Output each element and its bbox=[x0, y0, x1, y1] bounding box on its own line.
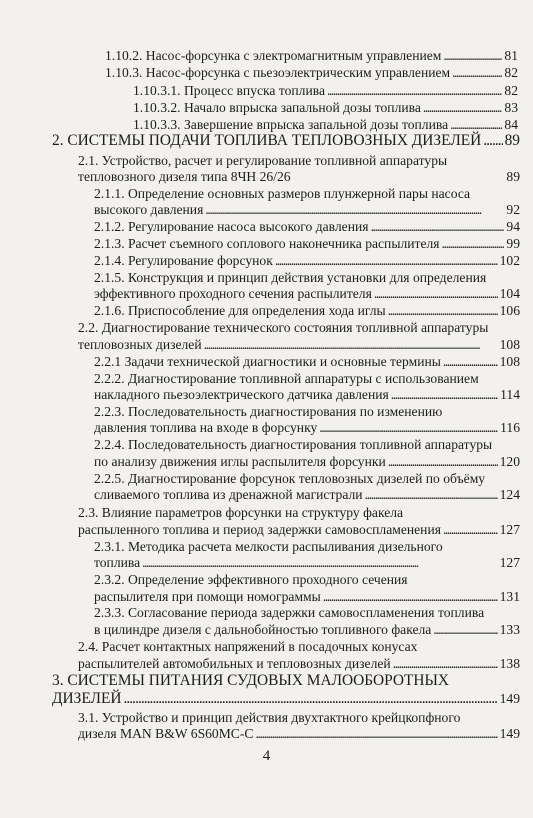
toc-leader-dots bbox=[443, 47, 502, 64]
toc-entry-page: 149 bbox=[499, 691, 520, 706]
toc-leader-dots bbox=[388, 453, 498, 470]
toc-entry-title: 1.10.3.1. Процесс впуска топлива bbox=[133, 83, 326, 98]
toc-entry bbox=[94, 403, 442, 420]
toc-entry-continuation bbox=[94, 285, 520, 302]
toc-entry-title: распыленного топлива и период задержки самовоспламенения bbox=[78, 522, 441, 537]
toc-entry-page: 120 bbox=[499, 454, 520, 469]
toc-entry-continuation bbox=[94, 419, 520, 436]
toc-entry-title: распылителей автомобильных и тепловозных дизелей bbox=[78, 656, 391, 671]
toc-leader-dots bbox=[205, 201, 504, 218]
toc-entry-title: 1.10.3.2. Начало впрыска запальной дозы топлива bbox=[133, 100, 421, 115]
toc-entry bbox=[78, 709, 460, 726]
toc-entry-title: по анализу движения иглы распылителя форсунки bbox=[94, 454, 386, 469]
toc-entry-title: сливаемого топлива из дренажной магистрали bbox=[94, 487, 363, 502]
toc-entry-title: 2.1.4. Регулирование форсунок bbox=[94, 253, 273, 268]
toc-entry-title: 2.1.2. Регулирование насоса высокого давления bbox=[94, 219, 369, 234]
toc-leader-dots bbox=[374, 285, 498, 302]
toc-leader-dots bbox=[142, 554, 497, 571]
toc-entry-title: 2.2. Диагностирование технического состояния топливной аппаратуры bbox=[78, 320, 489, 335]
toc-leader-dots bbox=[275, 252, 498, 269]
toc-leader-dots bbox=[371, 218, 505, 235]
toc-entry bbox=[94, 252, 520, 269]
toc-leader-dots bbox=[365, 486, 498, 503]
toc-entry-page: 104 bbox=[499, 286, 520, 301]
toc-entry-page: 133 bbox=[499, 622, 520, 637]
toc-entry-title: 1.10.2. Насос-форсунка с электромагнитным управлением bbox=[105, 48, 442, 63]
toc-entry-title: тепловозного дизеля типа 8ЧН 26/26 bbox=[78, 169, 291, 184]
toc-leader-dots bbox=[327, 82, 502, 99]
toc-entry-title: 3. СИСТЕМЫ ПИТАНИЯ СУДОВЫХ МАЛООБОРОТНЫХ bbox=[52, 672, 450, 689]
toc-entry-page: 127 bbox=[499, 522, 520, 537]
toc-entry bbox=[94, 538, 443, 555]
toc-entry-title: 2.3.3. Согласование периода задержки самовоспламенения топлива bbox=[94, 605, 485, 620]
toc-entry-page: 108 bbox=[499, 337, 520, 352]
toc-entry-page: 82 bbox=[504, 65, 518, 80]
toc-entry-page: 83 bbox=[504, 100, 518, 115]
toc-entry-title: 2.2.1 Задачи технической диагностики и основные термины bbox=[94, 354, 441, 369]
toc-entry-continuation bbox=[78, 336, 520, 353]
toc-entry-page: 102 bbox=[499, 253, 520, 268]
toc-entry bbox=[94, 571, 408, 588]
toc-entry-page: 106 bbox=[499, 303, 520, 318]
toc-entry-title: 2.3.2. Определение эффективного проходного сечения bbox=[94, 572, 408, 587]
toc-entry bbox=[94, 185, 470, 202]
toc-entry-title: дизеля MAN B&W 6S60MC-C bbox=[78, 726, 254, 741]
toc-leader-dots bbox=[388, 302, 498, 319]
toc-entry-page: 92 bbox=[506, 202, 520, 217]
toc-entry-title: 3.1. Устройство и принцип действия двухтактного крейцкопфного bbox=[78, 710, 461, 725]
toc-entry-title: в цилиндре дизеля с дальнобойностью топливного факела bbox=[94, 622, 432, 637]
toc-entry bbox=[78, 504, 403, 521]
toc-entry-title: топлива bbox=[94, 555, 141, 570]
toc-entry-title: 2.2.3. Последовательность диагностирования по изменению bbox=[94, 404, 443, 419]
toc-leader-dots bbox=[123, 689, 497, 708]
toc-leader-dots bbox=[443, 521, 498, 538]
toc-entry bbox=[133, 82, 518, 99]
toc-leader-dots bbox=[443, 353, 498, 370]
toc-entry-page: 114 bbox=[500, 387, 520, 402]
toc-entry-title: 1.10.3.3. Завершение впрыска запальной дозы топлива bbox=[133, 117, 449, 132]
toc-entry-page: 127 bbox=[499, 555, 520, 570]
toc-entry bbox=[78, 638, 417, 655]
toc-entry bbox=[94, 235, 520, 252]
toc-entry bbox=[94, 370, 479, 387]
toc-leader-dots bbox=[393, 655, 498, 672]
page-number: 4 bbox=[262, 748, 271, 764]
toc-entry-page: 84 bbox=[504, 117, 518, 132]
toc-leader-dots bbox=[423, 99, 503, 116]
toc-entry-title: давления топлива на входе в форсунку bbox=[94, 420, 318, 435]
toc-entry bbox=[94, 470, 485, 487]
toc-entry bbox=[94, 269, 486, 286]
toc-entry-page: 138 bbox=[499, 656, 520, 671]
toc-leader-dots bbox=[483, 131, 502, 150]
toc-entry-title: ДИЗЕЛЕЙ bbox=[52, 690, 122, 707]
toc-entry-page: 89 bbox=[506, 169, 520, 184]
toc-entry-title: 2.1.5. Конструкция и принцип действия установки для определения bbox=[94, 270, 487, 285]
toc-entry-title: 1.10.3. Насос-форсунка с пьезоэлектрическим управлением bbox=[105, 65, 451, 80]
toc-entry bbox=[94, 218, 520, 235]
toc-entry-page: 131 bbox=[499, 589, 520, 604]
toc-leader-dots bbox=[442, 235, 505, 252]
toc-entry-title: накладного пьезоэлектрического датчика давления bbox=[94, 387, 389, 402]
toc-entry bbox=[133, 99, 518, 116]
toc-entry-page: 94 bbox=[506, 219, 520, 234]
toc-entry-continuation bbox=[78, 655, 520, 672]
toc-entry-title: распылителя при помощи номограммы bbox=[94, 589, 321, 604]
toc-entry-page: 81 bbox=[504, 48, 518, 63]
toc-entry-page: 149 bbox=[499, 726, 520, 741]
toc-entry-continuation bbox=[94, 453, 520, 470]
toc-entry-page: 108 bbox=[499, 354, 520, 369]
toc-entry bbox=[105, 47, 518, 64]
toc-entry-title: 2.3. Влияние параметров форсунки на структуру факела bbox=[78, 505, 404, 520]
toc-entry-page: 116 bbox=[500, 420, 520, 435]
toc-entry-title: 2.2.5. Диагностирование форсунок тепловозных дизелей по объёму bbox=[94, 471, 486, 486]
toc-entry-title: 2.1.6. Приспособление для определения хода иглы bbox=[94, 303, 386, 318]
toc-entry-title: высокого давления bbox=[94, 202, 204, 217]
toc-leader-dots bbox=[255, 725, 497, 742]
toc-entry bbox=[94, 436, 492, 453]
toc-entry-continuation bbox=[78, 725, 520, 742]
toc-entry-continuation bbox=[94, 554, 520, 571]
toc-entry-page: 89 bbox=[504, 132, 520, 149]
toc-entry-title: 2.1.3. Расчет съемного соплового наконечника распылителя bbox=[94, 236, 440, 251]
toc-entry-continuation bbox=[94, 386, 520, 403]
toc-leader-dots bbox=[319, 419, 498, 436]
toc-entry-title: 2. СИСТЕМЫ ПОДАЧИ ТОПЛИВА ТЕПЛОВОЗНЫХ ДИЗЕЛЕЙ bbox=[52, 132, 482, 149]
toc-entry bbox=[94, 604, 484, 621]
toc-entry-continuation bbox=[94, 588, 520, 605]
toc-entry-page: 99 bbox=[506, 236, 520, 251]
toc-leader-dots bbox=[391, 386, 498, 403]
toc-entry-title: 2.2.2. Диагностирование топливной аппаратуры с использованием bbox=[94, 371, 479, 386]
toc-entry-page: 82 bbox=[504, 83, 518, 98]
toc-entry-title: тепловозных дизелей bbox=[78, 337, 202, 352]
toc-entry-title: 2.3.1. Методика расчета мелкости распыливания дизельного bbox=[94, 539, 443, 554]
toc-leader-dots bbox=[323, 588, 498, 605]
toc-entry bbox=[105, 64, 518, 81]
toc-entry-title: эффективного проходного сечения распылителя bbox=[94, 286, 372, 301]
toc-entry-continuation bbox=[78, 521, 520, 538]
toc-entry-continuation bbox=[94, 201, 520, 218]
toc-entry-title: 2.1. Устройство, расчет и регулирование топливной аппаратуры bbox=[78, 153, 448, 168]
toc-entry-continuation bbox=[78, 168, 520, 185]
toc-entry-page: 124 bbox=[499, 487, 520, 502]
toc-leader-dots bbox=[204, 336, 498, 353]
toc-entry-title: 2.2.4. Последовательность диагностирования топливной аппаратуры bbox=[94, 437, 493, 452]
toc-leader-dots bbox=[433, 621, 497, 638]
toc-entry-continuation bbox=[94, 621, 520, 638]
toc-entry bbox=[94, 302, 520, 319]
toc-entry bbox=[94, 353, 520, 370]
toc-entry-title: 2.4. Расчет контактных напряжений в посадочных конусах bbox=[78, 639, 418, 654]
toc-section-heading bbox=[52, 671, 449, 690]
toc-entry bbox=[78, 319, 488, 336]
toc-entry-title: 2.1.1. Определение основных размеров плунжерной пары насоса bbox=[94, 186, 471, 201]
toc-section-heading-continuation bbox=[52, 689, 520, 708]
toc-section-heading bbox=[52, 131, 520, 150]
toc-entry-continuation bbox=[94, 486, 520, 503]
toc-entry bbox=[78, 152, 447, 169]
toc-leader-dots bbox=[452, 64, 502, 81]
